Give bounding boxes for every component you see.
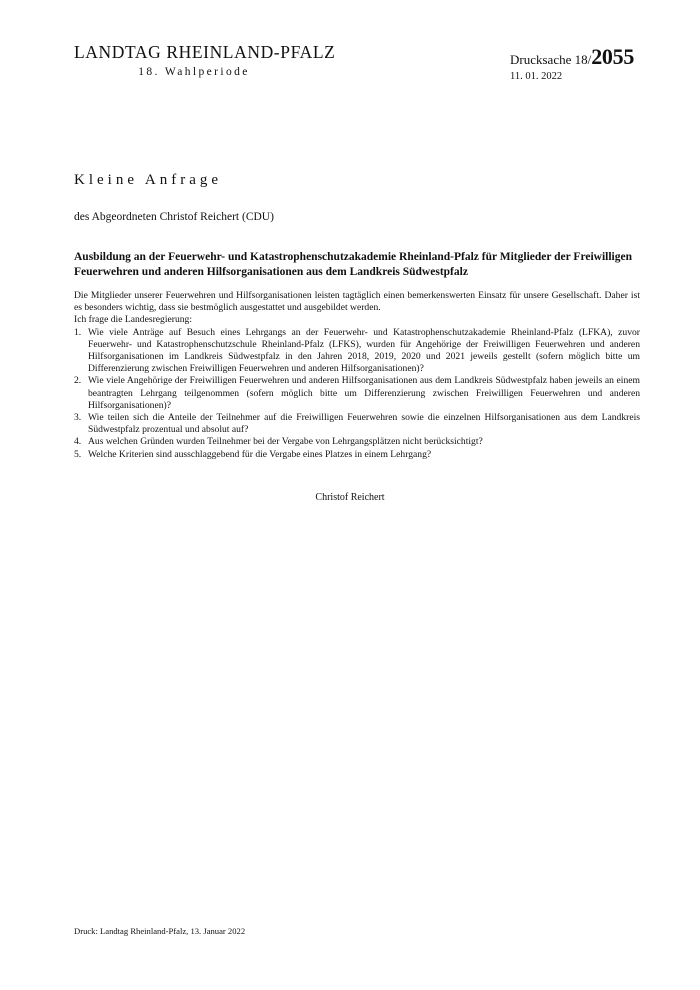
question-item [74,375,640,412]
question-number: 5. [74,448,82,460]
question-number: 2. [74,375,82,387]
question-text: Wie viele Anträge auf Besuch eines Lehrgangs an der Feuerwehr- und Katastrophenschutzakademie Rheinland-Pfalz (LFKA), zuvor Feuerwehr- und Katastrophenschutzschule Rheinland-Pfalz (LFKS), wurden für Angehörige der Freiwilligen Feuerwehren und anderen Hilfsorganisationen im Landkreis Südwestpfalz in den Jahren 2018, 2019, 2020 und 2021 jeweils gestellt (sofern möglich bitte um Differenzierung zwischen Freiwilligen Feuerwehren und anderen Hilfsorganisationen)? [88,326,640,375]
parliament-name: LANDTAG RHEINLAND-PFALZ [74,42,336,62]
question-text: Welche Kriterien sind ausschlaggebend für die Vergabe eines Platzes in einem Lehrgang? [88,448,432,460]
drucksache-number: 2055 [591,44,635,69]
drucksache-block [510,46,634,83]
question-number: 1. [74,326,82,338]
question-text: Aus welchen Gründen wurden Teilnehmer bei der Vergabe von Lehrgangsplätzen nicht berücksichtigt? [88,436,483,448]
question-item [74,327,640,376]
drucksache-date: 11. 01. 2022 [510,71,563,82]
document-body [74,290,640,461]
legislative-period: 18. Wahlperiode [138,66,250,78]
author-line: des Abgeordneten Christof Reichert (CDU) [74,211,274,223]
drucksache-label: Drucksache 18/ [510,52,592,67]
document-header [74,42,336,79]
drucksache-id [510,46,634,71]
question-text: Wie viele Angehörige der Freiwilligen Feuerwehren und anderen Hilfsorganisationen aus dem Landkreis Südwestpfalz haben jeweils an einem beantragten Lehrgang teilgenommen (sofern möglich bitte um Differenzierung zwischen Freiwilligen Feuerwehren und anderen Hilfsorganisationen)? [88,375,640,411]
document-subject: Ausbildung an der Feuerwehr- und Katastrophenschutzakademie Rheinland-Pfalz für Mitglieder der Freiwilligen Feuerwehren und anderen Hilfsorganisationen aus dem Landkreis Südwestpfalz [74,251,632,278]
document-type: Kleine Anfrage [74,172,223,188]
intro-paragraph: Die Mitglieder unserer Feuerwehren und Hilfsorganisationen leisten tagtäglich einen bemerkenswerten Einsatz für unsere Gesellschaft. Daher ist es besonders wichtig, dass sie bestmöglich ausgestattet und ausgebildet werden. [74,290,640,314]
question-item [74,436,640,448]
print-footer: Druck: Landtag Rheinland-Pfalz, 13. Januar 2022 [74,926,246,936]
question-lead: Ich frage die Landesregierung: [74,314,192,326]
question-item [74,412,640,436]
question-number: 3. [74,412,82,424]
question-item [74,449,640,461]
question-text: Wie teilen sich die Anteile der Teilnehmer auf die Freiwilligen Feuerwehren sowie die einzelnen Hilfsorganisationen aus dem Landkreis Südwestpfalz prozentual und absolut auf? [88,412,640,436]
question-number: 4. [74,436,82,448]
signature: Christof Reichert [315,492,385,503]
question-list [74,327,640,461]
